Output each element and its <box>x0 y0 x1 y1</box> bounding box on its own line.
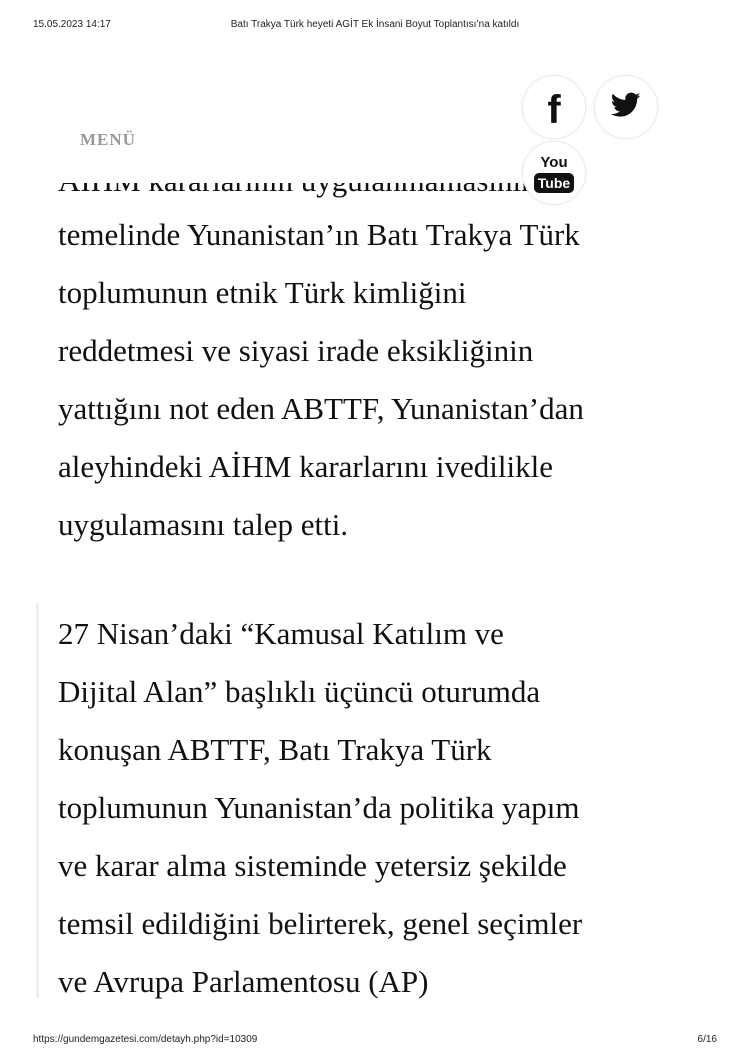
paragraph-line: aleyhindeki AİHM kararlarını ivedilikle <box>58 449 553 484</box>
print-page-title: Batı Trakya Türk heyeti AGİT Ek İnsani Boyut Toplantısı’na katıldı <box>230 19 520 30</box>
paragraph-left-rule <box>36 603 39 998</box>
paragraph-line: toplumunun etnik Türk kimliğini <box>58 275 467 310</box>
print-datetime: 15.05.2023 14:17 <box>33 19 111 30</box>
twitter-icon <box>611 92 641 123</box>
youtube-icon <box>534 154 574 193</box>
print-page-number: 6/16 <box>697 1034 717 1045</box>
paragraph-line: konuşan ABTTF, Batı Trakya Türk <box>58 732 492 767</box>
youtube-logo-you: You <box>540 153 568 171</box>
paragraph-line: 27 Nisan’daki “Kamusal Katılım ve <box>58 616 504 651</box>
facebook-icon: f <box>547 88 561 132</box>
paragraph-line: temsil edildiğini belirterek, genel seçimler <box>58 906 583 941</box>
paragraph-line: reddetmesi ve siyasi irade eksikliğinin <box>58 333 534 368</box>
facebook-button[interactable] <box>522 75 586 139</box>
youtube-logo-tube: Tube <box>534 173 574 193</box>
paragraph-line: ve Avrupa Parlamentosu (AP) <box>58 964 429 999</box>
twitter-button[interactable] <box>594 75 658 139</box>
youtube-button[interactable] <box>522 141 586 205</box>
menu-button[interactable]: MENÜ <box>80 130 136 149</box>
paragraph-line: Dijital Alan” başlıklı üçüncü oturumda <box>58 674 541 709</box>
paragraph-line: ve karar alma sisteminde yetersiz şekilde <box>58 848 567 883</box>
paragraph-line: temelinde Yunanistan’ın Batı Trakya Türk <box>58 217 580 252</box>
paragraph-line: uygulamasını talep etti. <box>58 507 349 542</box>
paragraph-line: toplumunun Yunanistan’da politika yapım <box>58 790 580 825</box>
paragraph-line: yattığını not eden ABTTF, Yunanistan’dan <box>58 391 584 426</box>
print-url: https://gundemgazetesi.com/detayh.php?id=10309 <box>33 1034 258 1045</box>
